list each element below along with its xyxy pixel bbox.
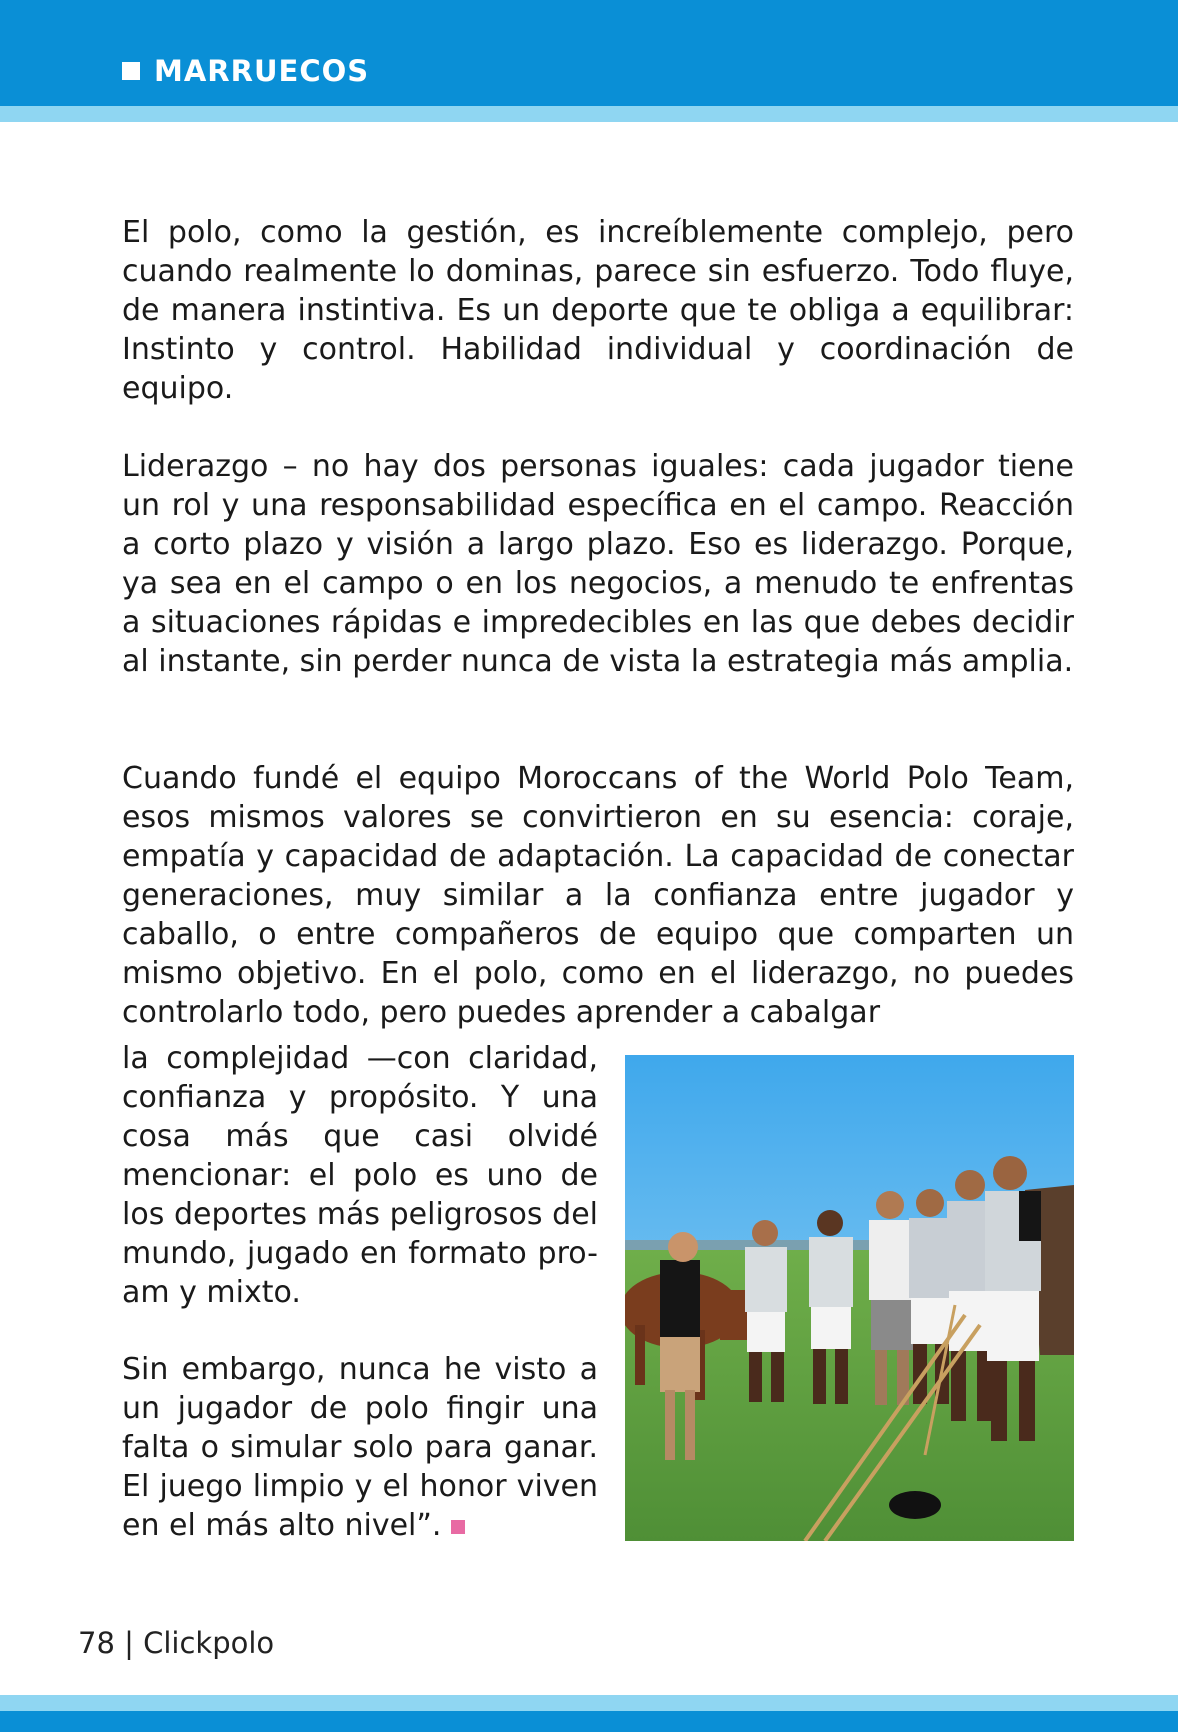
polo-team-photo	[625, 1055, 1074, 1541]
header-stripe	[0, 106, 1178, 122]
paragraph-4-body: Sin embargo, nunca he visto a un jugador de polo fingir una falta o simular solo para ganar. El juego limpio y el honor viven en el más alto nivel”.	[122, 1352, 598, 1543]
footer-divider: |	[124, 1626, 134, 1660]
footer-bar	[0, 1711, 1178, 1732]
page-number: 78	[78, 1626, 115, 1660]
paragraph-3-continued	[122, 1039, 598, 1312]
paragraph-1	[122, 213, 1074, 408]
section-title: MARRUECOS	[154, 54, 370, 88]
paragraph-2-text: Liderazgo – no hay dos personas iguales: cada jugador tiene un rol y una responsabilidad específica en el campo. Reacción a corto plazo y visión a largo plazo. Eso es liderazgo. Porque, ya sea en el campo o en los negocios, a menudo te enfrentas a situaciones rápidas e impredecibles en las que debes decidir al instante, sin perder nunca de vista la estrategia más amplia.	[122, 449, 1074, 679]
end-mark-icon	[451, 1520, 465, 1534]
paragraph-1-text: El polo, como la gestión, es increíblemente complejo, pero cuando realmente lo dominas, parece sin esfuerzo. Todo fluye, de manera instintiva. Es un deporte que te obliga a equilibrar: Instinto y control. Habilidad individual y coordinación de equipo.	[122, 215, 1074, 406]
paragraph-3-continued-text: la complejidad —con claridad, confianza y propósito. Y una cosa más que casi olvidé mencionar: el polo es uno de los deportes más peligrosos del mundo, jugado en formato pro-am y mixto.	[122, 1041, 598, 1310]
section-label	[122, 48, 369, 94]
page-footer	[78, 1626, 274, 1660]
paragraph-3-text: Cuando fundé el equipo Moroccans of the World Polo Team, esos mismos valores se convirtieron en su esencia: coraje, empatía y capacidad de adaptación. La capacidad de conectar generaciones, muy similar a la confianza entre jugador y caballo, o entre compañeros de equipo que comparten un mismo objetivo. En el polo, como en el liderazgo, no puedes controlarlo todo, pero puedes aprender a cabalgar	[122, 761, 1074, 1030]
publication-name: Clickpolo	[143, 1626, 275, 1660]
section-square-icon	[122, 62, 140, 80]
paragraph-3	[122, 759, 1074, 1032]
footer-stripe	[0, 1695, 1178, 1711]
paragraph-4-text	[122, 1350, 598, 1545]
paragraph-2	[122, 447, 1074, 681]
paragraph-4	[122, 1350, 598, 1545]
